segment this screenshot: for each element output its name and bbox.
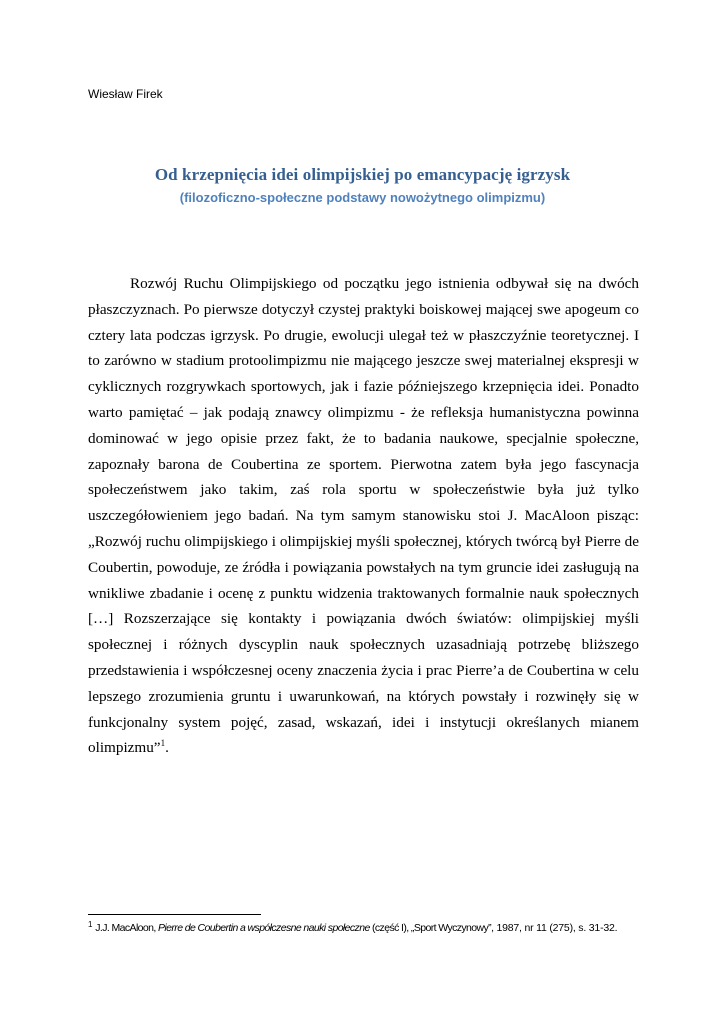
author-name: Wiesław Firek — [88, 87, 163, 101]
footnote-book-title: Pierre de Coubertin a współczesne nauki społeczne — [158, 922, 370, 934]
footnote-journal: „Sport Wyczynowy” — [410, 922, 492, 934]
footnote — [88, 921, 617, 935]
footnote-author: J.J. MacAloon, — [95, 922, 159, 934]
footnote-number: 1 — [88, 919, 93, 929]
title-block — [0, 163, 725, 206]
body-paragraph: Rozwój Ruchu Olimpijskiego od początku jego istnienia odbywał się na dwóch płaszczyznach. Po pierwsze dotyczył czystej praktyki boiskowej mającej swe apogeum co cztery lata podczas igrzysk. Po drugie, ewolucji ulegał też w płaszczyźnie teoretycznej. I to zarówno w stadium protoolimpizmu nie mającego jeszcze swej materialnej ekspresji w cyklicznych rozgrywkach sportowych, jak i fazie późniejszego krzepnięcia idei. Ponadto warto pamiętać – jak podają znawcy olimpizmu - że refleksja humanistyczna powinna dominować w jego opisie przez fakt, że to badania naukowe, specjalnie społeczne, zapoznały barona de Coubertina ze sportem. Pierwotna zatem była jego fascynacja społeczeństwem jako takim, zaś rola sportu w społeczeństwie była już tylko uszczegółowieniem jego badań. Na tym samym stanowisku stoi J. MacAloon pisząc: „Rozwój ruchu olimpijskiego i olimpijskiej myśli społecznej, których twórcą był Pierre de Coubertin, powoduje, ze źródła i powiązania powstałych na tym gruncie idei zasługują na wnikliwe zbadanie i ocenę z punktu widzenia traktowanych formalnie nauk społecznych […] Rozszerzające się kontakty i powiązania dwóch światów: olimpijskiej myśli społecznej i różnych dyscyplin nauk społecznych uzasadniają potrzebę bliższego przedstawienia i współczesnej oceny znaczenia życia i prac Pierre’a de Coubertina w celu lepszego zrozumienia gruntu i uwarunkowań, na których powstały i rozwinęły się w funkcjonalny system pojęć, zasad, wskazań, idei i instytucji określanych mianem olimpizmu”$^1$. — [88, 275, 639, 757]
footnote-reference[interactable]: 1 — [160, 738, 166, 749]
footnote-details: , 1987, nr 11 (275), s. 31-32. — [491, 922, 618, 934]
footnote-divider — [88, 914, 261, 915]
footnote-part: (część I), — [369, 922, 411, 934]
document-title: Od krzepnięcia idei olimpijskiej po emancypację igrzysk — [154, 165, 571, 184]
body-paragraph-text: Rozwój Ruchu Olimpijskiego od początku jego istnienia odbywał się na dwóch płaszczyznach. Po pierwsze dotyczył czystej praktyki boiskowej mającej swe apogeum co cztery lata podczas igrzysk. Po drugie, ewolucji ulegał też w płaszczyźnie teoretycznej. I to zarówno w stadium protoolimpizmu nie mającego jeszcze swej materialnej ekspresji w cyklicznych rozgrywkach sportowych, jak i fazie późniejszego krzepnięcia idei. Ponadto warto pamiętać – jak podają znawcy olimpizmu - że refleksja humanistyczna powinna dominować w jego opisie przez fakt, że to badania naukowe, specjalnie społeczne, zapoznały barona de Coubertina ze sportem. Pierwotna zatem była jego fascynacja społeczeństwem jako takim, zaś rola sportu w społeczeństwie była już tylko uszczegółowieniem jego badań. Na tym samym stanowisku stoi J. MacAloon pisząc: „Rozwój ruchu olimpijskiego i olimpijskiej myśli społecznej, których twórcą był Pierre de Coubertin, powoduje, ze źródła i powiązania powstałych na tym gruncie idei zasługują na wnikliwe zbadanie i ocenę z punktu widzenia traktowanych formalnie nauk społecznych […] Rozszerzające się kontakty i powiązania dwóch światów: olimpijskiej myśli społecznej i różnych dyscyplin nauk społecznych uzasadniają potrzebę bliższego przedstawienia i współczesnej oceny znaczenia życia i prac Pierre’a de Coubertina w celu lepszego zrozumienia gruntu i uwarunkowań, na których powstały i rozwinęły się w funkcjonalny system pojęć, zasad, wskazań, idei i instytucji określanych mianem olimpizmu” — [88, 275, 639, 757]
document-subtitle: (filozoficzno-społeczne podstawy nowożytnego olimpizmu) — [179, 190, 546, 205]
